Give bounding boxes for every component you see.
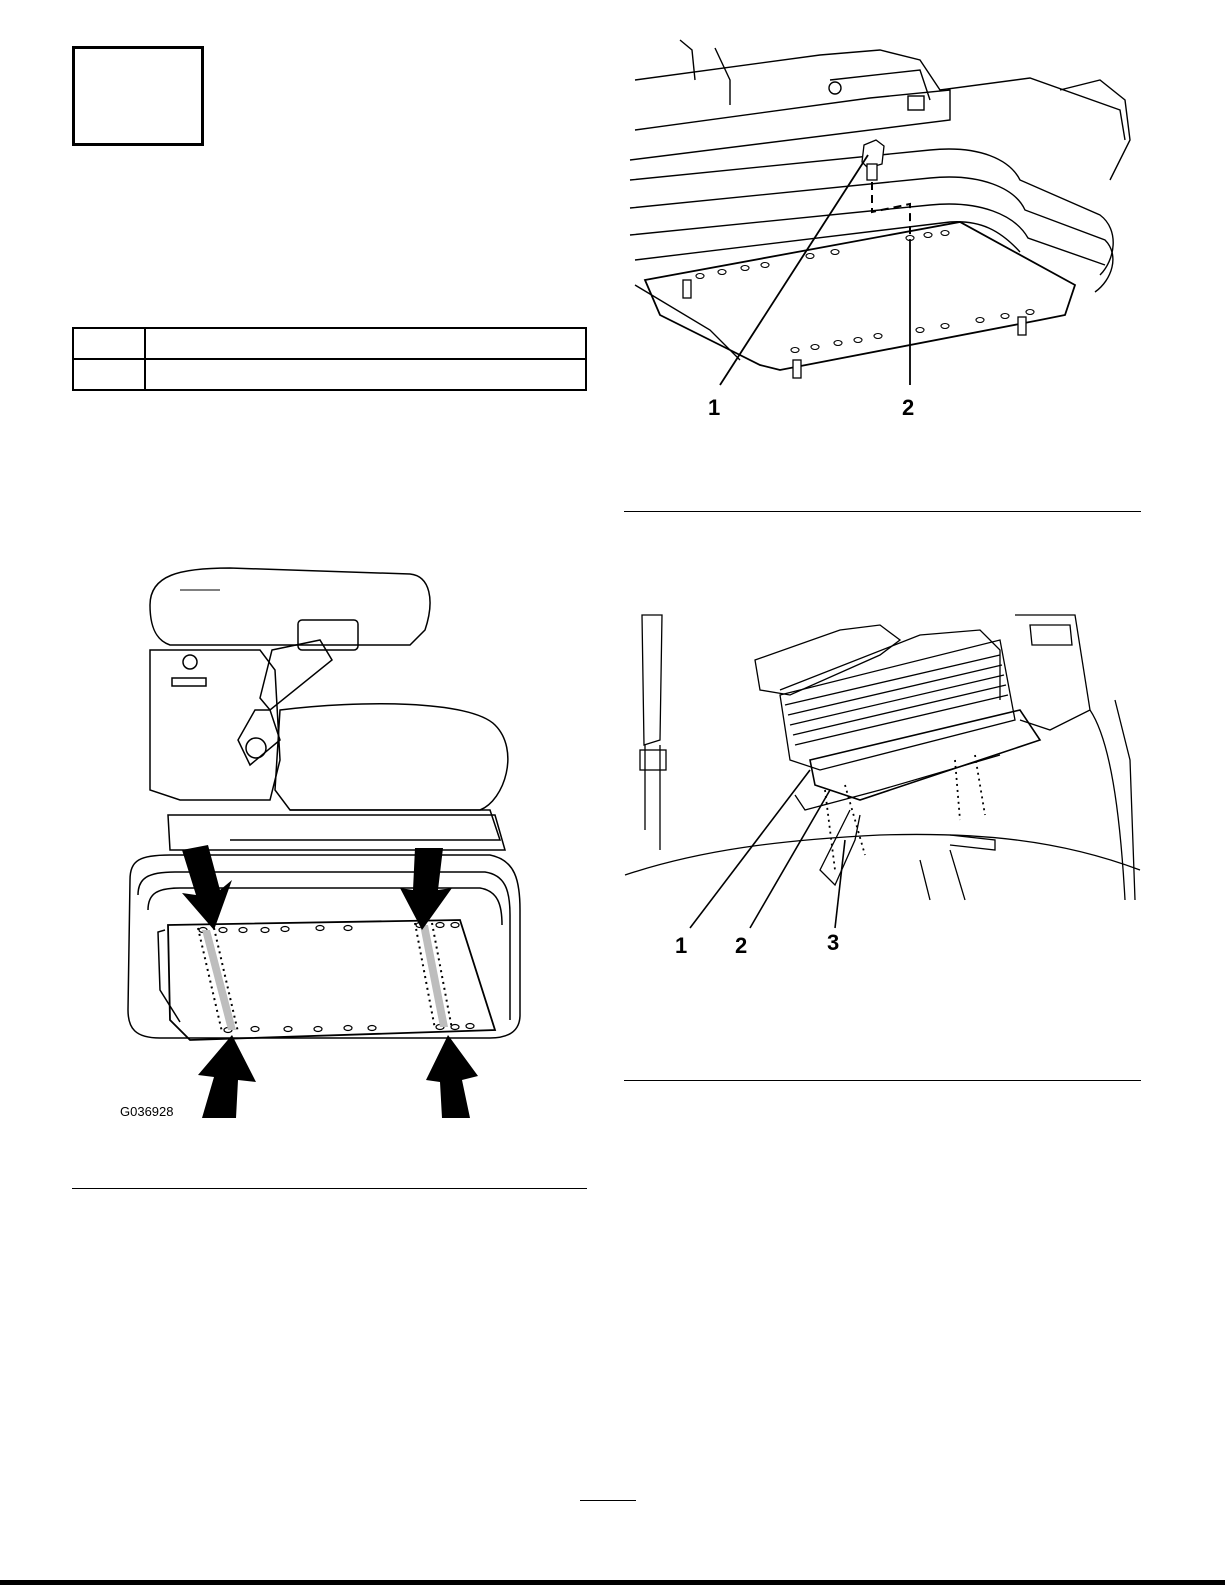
callout-2: 2 [902,395,915,420]
table-row [73,328,586,359]
callout-2: 2 [735,933,748,958]
table-cell-description [145,328,586,359]
callout-1: 1 [708,395,721,420]
table-cell-number [73,328,145,359]
table-cell-description [145,359,586,390]
parts-table [72,327,587,391]
figure-code: G036928 [120,1104,174,1119]
table-cell-number [73,359,145,390]
page-number-underline [580,1500,636,1501]
table-row [73,359,586,390]
seat-underside-illustration [110,560,560,1140]
page-bottom-edge [0,1580,1225,1585]
arrow-icon [198,1035,478,1118]
image-placeholder-box [72,46,204,146]
seat-bolt-mounting-illustration [620,30,1145,430]
figure-divider [624,511,1141,512]
figure-divider [624,1080,1141,1081]
figure-divider [72,1188,587,1189]
callout-3: 3 [827,930,840,955]
seat-frame-mounting-illustration [620,610,1145,960]
callout-1: 1 [675,933,688,958]
